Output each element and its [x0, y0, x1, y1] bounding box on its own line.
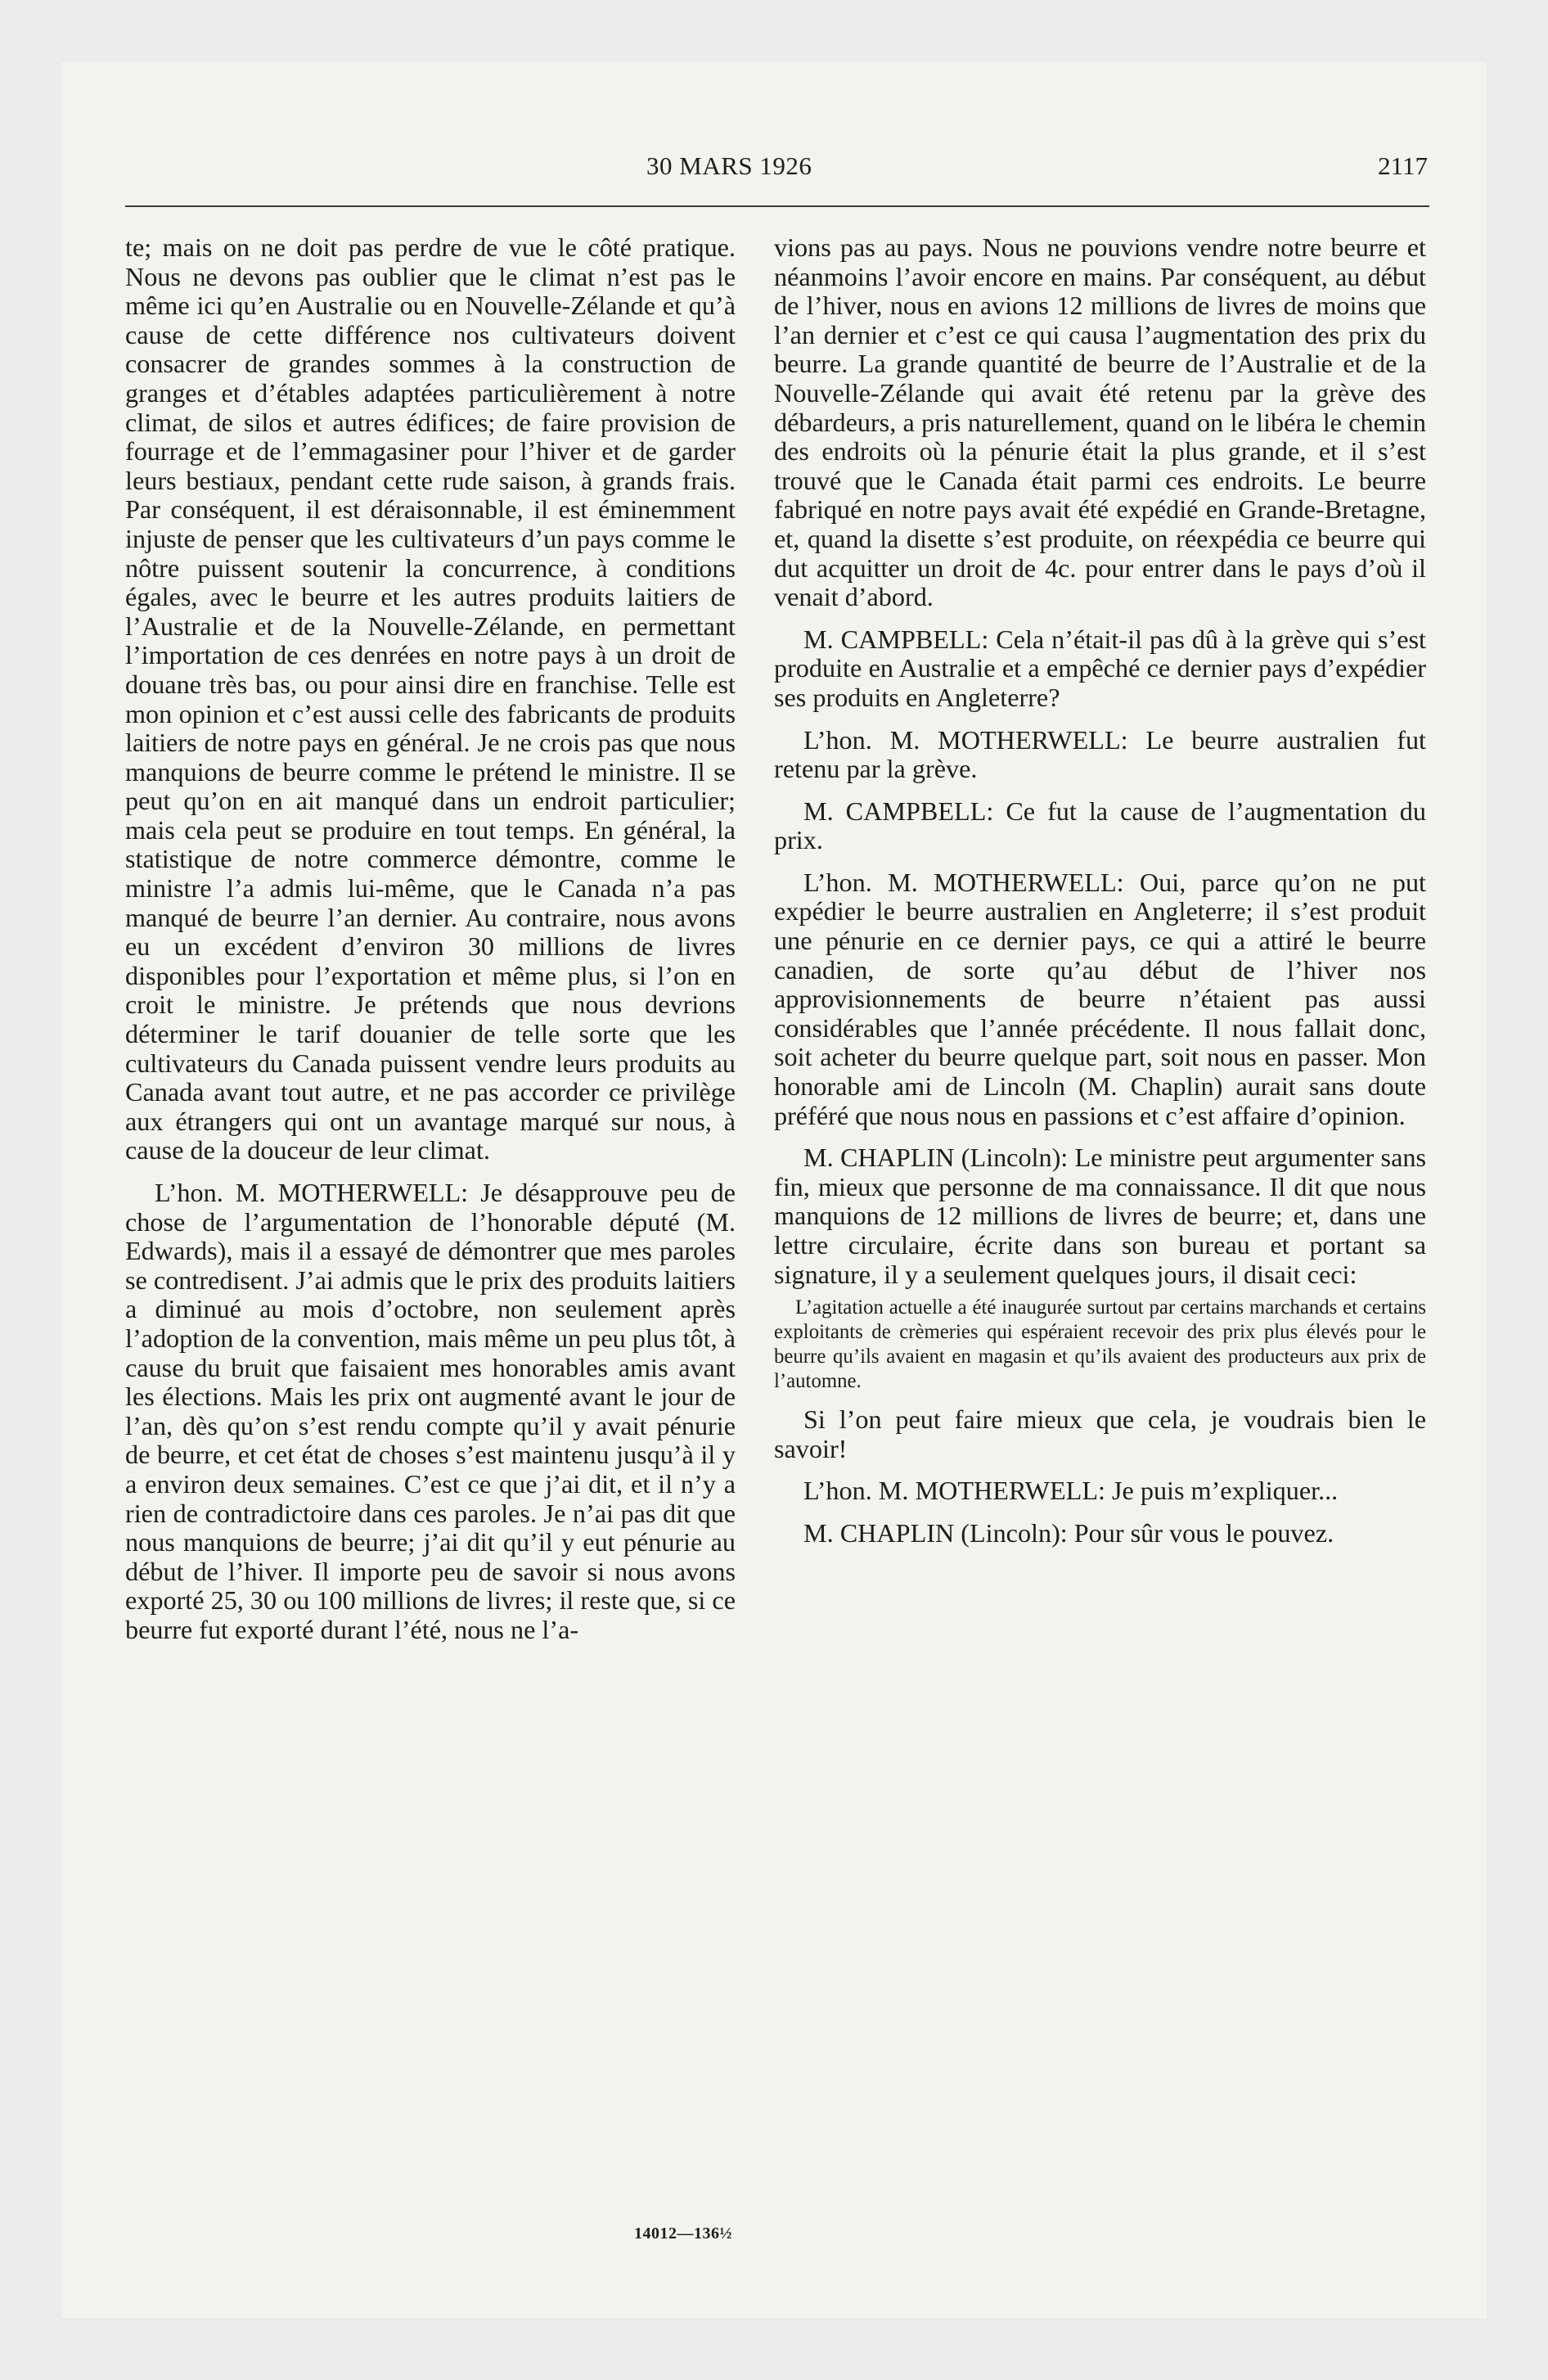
right-paragraph-7: Si l’on peut faire mieux que cela, je voudrais bien le savoir! [774, 1404, 1426, 1463]
right-paragraph-2: M. CAMPBELL: Cela n’était-il pas dû à la grève qui s’est produite en Australie et a empêché ce dernier pays d’expédier ses produits en Angleterre? [774, 624, 1426, 712]
right-paragraph-3: L’hon. M. MOTHERWELL: Le beurre australien fut retenu par la grève. [774, 724, 1426, 784]
document-page [61, 61, 1487, 2319]
right-paragraph-5: L’hon. M. MOTHERWELL: Oui, parce qu’on ne put expédier le beurre australien en Angleterre; il s’est produit une pénurie en ce dernier pays, ce qui a attiré le beurre canadien, de sorte qu’au début de l’hiver nos approvisionnements de beurre n’étaient pas aussi considérables que l’année précédente. Il nous fallait donc, soit acheter du beurre quelque part, soit nous en passer. Mon honorable ami de Lincoln (M. Chaplin) aurait sans doute préféré que nous nous en passions et c’est affaire d’opinion. [774, 867, 1426, 1130]
signature-mark: 14012—136½ [634, 2224, 732, 2243]
left-paragraph-2: L’hon. M. MOTHERWELL: Je désapprouve peu de chose de l’argumentation de l’honorable député (M. Edwards), mais il a essayé de démontrer que mes paroles se contredisent. J’ai admis que le prix des produits laitiers a diminué au mois d’octobre, non seulement après l’adoption de la convention, mais même un peu plus tôt, à cause du bruit que faisaient mes honorables amis avant les élections. Mais les prix ont augmenté avant le jour de l’an, dès qu’on s’est rendu compte qu’il y avait pénurie de beurre, et cet état de choses s’est maintenu jusqu’à il y a environ deux semaines. C’est ce que j’ai dit, et il n’y a rien de contradictoire dans ces paroles. Je n’ai pas dit que nous manquions de beurre; j’ai dit qu’il y eut pénurie au début de l’hiver. Il importe peu de savoir si nous avons exporté 25, 30 ou 100 millions de livres; il reste que, si ce beurre fut exporté durant l’été, nous ne l’a- [125, 1178, 736, 1644]
right-paragraph-8: L’hon. M. MOTHERWELL: Je puis m’expliquer... [803, 1476, 1339, 1506]
header-rule [125, 205, 1429, 207]
left-paragraph-1: te; mais on ne doit pas perdre de vue le côté pratique. Nous ne devons pas oublier que le climat n’est pas le même ici qu’en Australie ou en Nouvelle-Zélande et qu’à cause de cette différence nos cultivateurs doivent consacrer de grandes sommes à la construction de granges et d’étables adaptées particulièrement à notre climat, de silos et autres édifices; de faire provision de fourrage et de l’emmagasiner pour l’hiver et de garder leurs bestiaux, pendant cette rude saison, à grands frais. Par conséquent, il est déraisonnable, il est éminemment injuste de penser que les cultivateurs d’un pays comme le nôtre puissent soutenir la concurrence, à conditions égales, avec le beurre et les autres produits laitiers de l’Australie et de la Nouvelle-Zélande, en permettant l’importation de ces denrées en notre pays à un droit de douane très bas, ou pour ainsi dire en franchise. Telle est mon opinion et c’est aussi celle des fabricants de produits laitiers de notre pays en général. Je ne crois pas que nous manquions de beurre comme le prétend le ministre. Il se peut qu’on en ait manqué dans un endroit particulier; mais cela peut se produire en tout temps. En général, la statistique de notre commerce démontre, comme le ministre l’a admis lui-même, que le Canada n’a pas manqué de beurre l’an dernier. Au contraire, nous avons eu un excédent d’environ 30 millions de livres disponibles pour l’exportation et même plus, si l’on en croit le ministre. Je prétends que nous devrions déterminer le tarif douanier de telle sorte que les cultivateurs du Canada puissent vendre leurs produits au Canada avant tout autre, et ne pas accorder ce privilège aux étrangers qui ont un avantage marqué sur nous, à cause de la douceur de leur climat. [125, 232, 736, 1165]
header-page-number: 2117 [1378, 151, 1428, 180]
right-column [774, 233, 1426, 1548]
right-paragraph-1: vions pas au pays. Nous ne pouvions vendre notre beurre et néanmoins l’avoir encore en mains. Par conséquent, au début de l’hiver, nous en avions 12 millions de livres de moins que l’an dernier et c’est ce qui causa l’augmentation des prix du beurre. La grande quantité de beurre de l’Australie et de la Nouvelle-Zélande qui avait été retenu par la grève des débardeurs, a pris naturellement, quand on le libéra le chemin des endroits où la pénurie était la plus grande, et il s’est trouvé que le Canada était parmi ces endroits. Le beurre fabriqué en notre pays avait été expédié en Grande-Bretagne, et, quand la disette s’est produite, on réexpédia ce beurre qui dut acquitter un droit de 4c. pour entrer dans le pays d’où il venait d’abord. [774, 232, 1426, 612]
header-date: 30 MARS 1926 [646, 151, 812, 180]
right-paragraph-6: M. CHAPLIN (Lincoln): Le ministre peut argumenter sans fin, mieux que personne de ma connaissance. Il dit que nous manquions de 12 millions de livres de beurre; et, dans une lettre circulaire, écrite dans son bureau et portant sa signature, il y a seulement quelques jours, il disait ceci: [774, 1143, 1426, 1289]
right-paragraph-4: M. CAMPBELL: Ce fut la cause de l’augmentation du prix. [774, 796, 1426, 855]
right-paragraph-9: M. CHAPLIN (Lincoln): Pour sûr vous le pouvez. [803, 1517, 1334, 1548]
quoted-circular: L’agitation actuelle a été inaugurée surtout par certains marchands et certains exploitants de crèmeries qui espéraient recevoir des prix plus élevés pour le beurre qu’ils avaient en magasin et qu’ils avaient des producteurs aux prix de l’automne. [774, 1296, 1426, 1393]
left-column [125, 233, 736, 1645]
